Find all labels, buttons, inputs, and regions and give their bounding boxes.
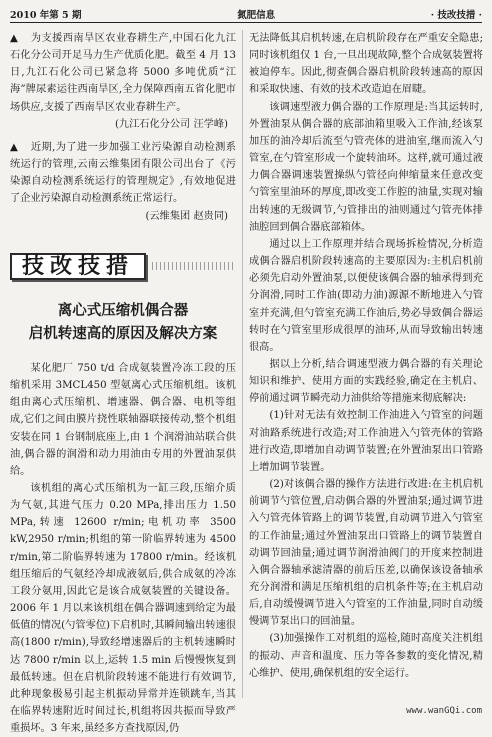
news-item (10, 30, 236, 133)
news-text (10, 139, 236, 208)
banner-decoration (152, 262, 236, 270)
article-paragraph: 通过以上工作原理并结合现场拆检情况,分析造成偶合器启机阶段转速高的主要原因为:主机启机前必须先启动外置油泵,以便使该偶合器的轴承得到充分润滑,同时工作油(即动力油)源源不断地进入勺管室并充满,但勺管室充满工作油后,势必导致偶合器运转时在勺管室里形成很厚的油环,从而导致输出转速很高。 (249, 238, 483, 353)
article-paragraph: 某化肥厂 750 t/d 合成氨装置冷冻工段的压缩机采用 3MCL450 型氨离心式压缩机组。该机组由离心式压缩机、增速器、偶合器、电机等组成,它们之间由膜片挠性联轴器联接传动,整个机组安装在同 1 台钢制底座上,由 1 个润滑油站联合供油,偶合器的润滑和动力用油由专用的外置油泵供给。 (10, 362, 236, 477)
news-body: 为支援西南旱区农业春耕生产,中国石化九江石化分公司开足马力生产优质化肥。截至 4 月 13 日,九江石化公司已紧急将 5000 多吨优质“江海”牌尿素运往西南旱区,全力保障西南五省化肥市场供应,支援了西南旱区农业春耕生产。 (10, 33, 236, 113)
article-paragraph: (1)针对无法有效控制工作油进入勺管室的问题对油路系统进行改造;对工作油进入勺管壳体的管路进行改造,即增加自动调节装置;在外置油泵出口管路上增加调节装置。 (249, 410, 483, 473)
news-signature: (云维集团 赵贵同) (145, 210, 228, 222)
triangle-icon: ▲ (10, 141, 18, 153)
article-paragraph: 该机组的离心式压缩机为一缸三段,压缩介质为气氨,其进气压力 0.20 MPa,排出压力 1.50 MPa,转速 12600 r/min;电机功率 3500 kW,2950 r/min;机组的第一阶临界转速为 4500 r/min,第二阶临界转速为 17800 r/min。经该机组压缩后的气氨经冷却成液氨后,供合成氨的冷冻工段分氨用,因此它是该合成氨装置的关键设备。2006 年 1 月以来该机组在偶合器调速到给定为最低值的情况(勺管零位)下启机时,其瞬间输出转速很高(1800 r/min),导致经增速器后的主机转速瞬时达 7800 r/min 以上,运转 1.5 min 后慢慢恢复到最低转速。但在启机阶段转速不能进行有效调节,此种现象极易引起主机振动异常并连锁跳车,当其在临界转速附近时间过长,机组将因共振而导致严重损坏。3 年来,虽经多方查找原因,仍 (10, 482, 236, 735)
column-divider (242, 30, 243, 698)
site-watermark: www.wanGQi.com (406, 706, 482, 716)
news-body: 近期,为了进一步加强工业污染源自动检测系统运行的管理,云南云维集团有限公司出台了《污染源自动检测系统运行的管理规定》,有效地促进了企业污染源自动检测系统正常运行。 (10, 141, 236, 205)
running-header (10, 6, 482, 22)
header-rule (10, 22, 482, 23)
news-text (10, 30, 236, 116)
section-label: · 技改技措 · (430, 10, 482, 21)
article-paragraph: (3)加强操作工对机组的巡检,随时高度关注机组的振动、声音和温度、压力等各参数的变化情况,精心维护、使用,确保机组的安全运行。 (249, 633, 483, 679)
banner-label: 技改技措 (10, 253, 146, 280)
section-banner (10, 253, 236, 280)
article-title (10, 300, 236, 346)
journal-name: 氮肥信息 (237, 10, 276, 21)
article-paragraph: 据以上分析,结合调速型液力偶合器的有关理论知识和维护、使用方面的实践经验,确定在主机启、停前通过调节瞬壳动力油供给等措施来彻底解决: (249, 358, 483, 405)
right-column (249, 30, 483, 682)
article-paragraph: 该调速型液力偶合器的工作原理是:当其运转时,外置油泵从偶合器的底部油箱里吸入工作油,经该泵加压的油冷却后流至勺管壳体的进油室,继而流入勺管室,在勺管室形成一个旋转油环。这样,就可通过液力偶合器调速装置操纵勺管径向伸缩量来任意改变勺管室里油环的厚度,即改变工作腔的油量,实现对输出转速的无级调节,勺管排出的油则通过勺管壳体排油腔回到偶合器底部箱体。 (249, 101, 483, 233)
triangle-icon: ▲ (10, 33, 18, 44)
news-item (10, 139, 236, 225)
left-column (10, 30, 236, 737)
article-title-line1: 离心式压缩机偶合器 (57, 302, 189, 319)
issue-label: 2010 年第 5 期 (10, 10, 82, 21)
news-signature: (九江石化分公司 汪学峰) (114, 118, 228, 130)
article-title-line2: 启机转速高的原因及解决方案 (28, 325, 218, 342)
article-paragraph: 无法降低其启机转速,在启机阶段存在严重安全隐患;同时该机组仅 1 台,一旦出现故障,整个合成氨装置将被迫停车。因此,彻查偶合器启机阶段转速高的原因和采取快速、有效的技术改造迫在眉睫。 (249, 33, 483, 96)
article-paragraph: (2)对该偶合器的操作方法进行改进:在主机启机前调节勺管位置,启动偶合器的外置油泵;通过调节进入勺管壳体管路上的调节装置,自动调节进入勺管室的工作油量;通过外置油泵出口管路上的调节装置自动调节回油量;通过调节润滑油阀门的开度来控制进入偶合器轴承滤清器的前后压差,以确保该设备轴承充分润滑和满足压缩机组的启机条件等;在主机启动后,自动缓慢调节进入勺管室的工作油量,同时自动缓慢调节泵出口的回油量。 (249, 479, 483, 628)
